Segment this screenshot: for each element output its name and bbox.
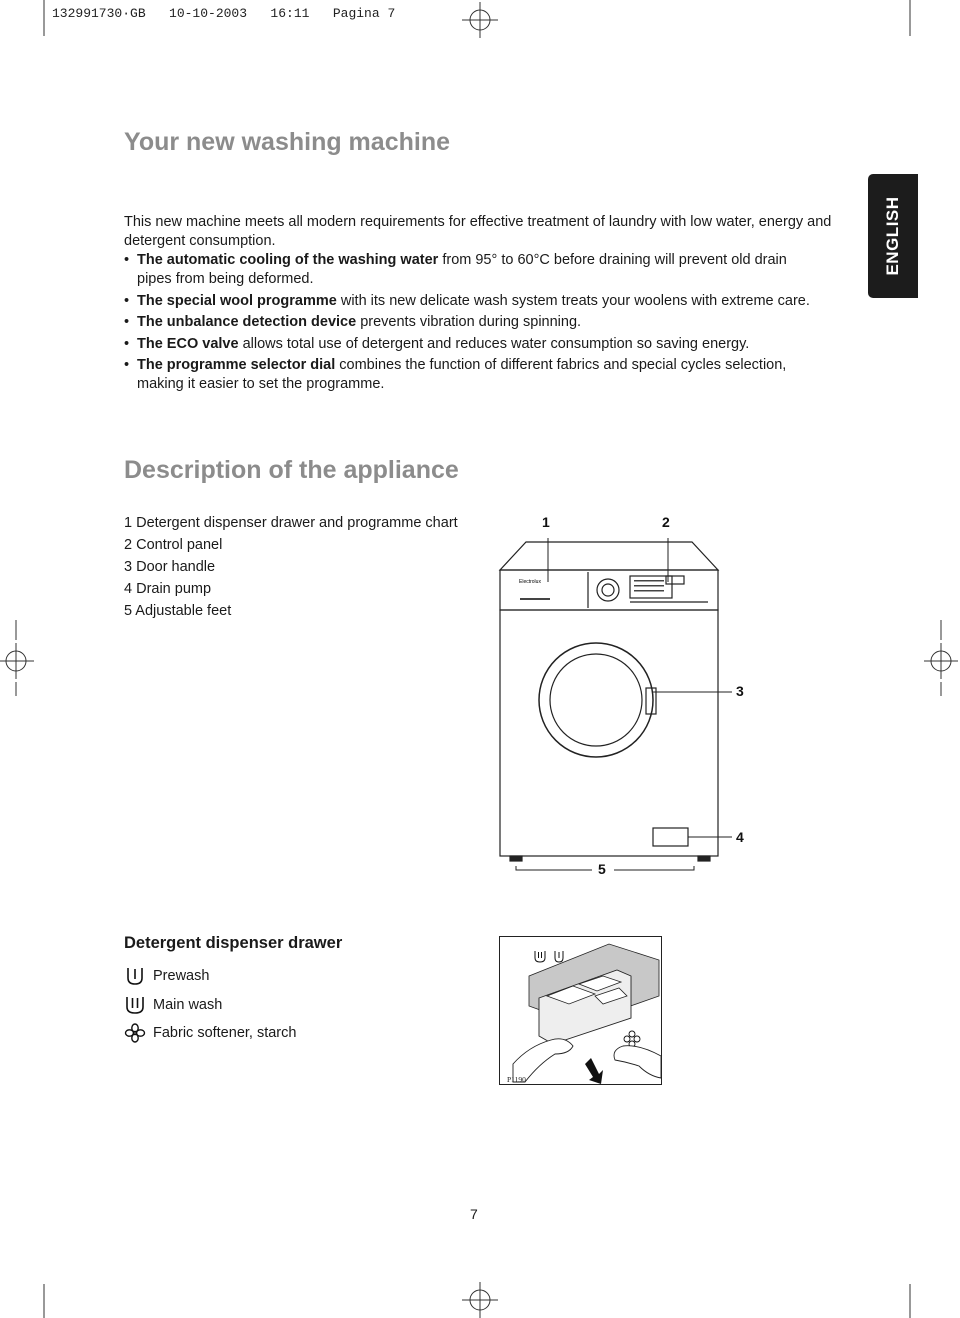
bottom-crop-marks [0,1270,960,1318]
legend-row-main-wash [124,995,222,1015]
legend-label-main-wash: Main wash [153,997,223,1013]
legend-row-softener [124,1023,296,1043]
brand-label: Electrolux [519,579,541,585]
callout-5: 5 [598,861,606,877]
figure-code: P1190 [507,1075,526,1084]
intro-paragraph: This new machine meets all modern requirements for effective treatment of laundry with low water, energy and detergent consumption. [124,214,832,249]
list-item: 5 Adjustable feet [124,603,232,619]
feature-item: • The programme selector dial combines the function of different fabrics and special cycles selection, making it easier to set the programme. [124,356,814,394]
feature-item: • The ECO valve allows total use of detergent and reduces water consumption so saving energy. [124,335,814,354]
callout-3: 3 [736,683,744,699]
prewash-compartment-icon [124,966,146,986]
feature-item: • The special wool programme with its new delicate wash system treats your woolens with extreme care. [124,292,814,311]
feature-list [124,251,814,397]
page-number: 7 [470,1206,478,1222]
washing-machine-drawing [496,510,766,880]
feature-item: • The automatic cooling of the washing water from 95° to 60°C before draining will prevent old drain pipes from being deformed. [124,251,814,289]
feature-item: • The unbalance detection device prevents vibration during spinning. [124,313,814,332]
language-tab [868,174,918,298]
legend-row-prewash [124,966,209,986]
legend-label-prewash: Prewash [153,968,210,984]
parts-list [124,512,458,622]
dispenser-drawer-drawing [499,936,663,1088]
list-item: 1 Detergent dispenser drawer and programme chart [124,515,458,531]
left-registration-mark [0,620,40,700]
callout-1: 1 [542,514,550,530]
section-title-description: Description of the appliance [124,456,459,484]
list-item: 2 Control panel [124,537,223,553]
callout-4: 4 [736,829,744,845]
list-item: 4 Drain pump [124,581,212,597]
dispenser-drawer-illustration [499,936,663,1093]
dispenser-section-title: Detergent dispenser drawer [124,934,343,952]
legend-label-softener: Fabric softener, starch [153,1025,297,1041]
print-header: 132991730·GB 10-10-2003 16:11 Pagina 7 [52,6,396,21]
top-crop-marks [0,0,960,60]
fabric-softener-flower-icon [124,1023,146,1043]
right-registration-mark [920,620,960,700]
callout-2: 2 [662,514,670,530]
list-item: 3 Door handle [124,559,216,575]
washing-machine-diagram [496,510,766,885]
main-wash-compartment-icon [124,995,146,1015]
section-title-new-machine: Your new washing machine [124,128,450,156]
language-tab-label: ENGLISH [883,196,902,276]
